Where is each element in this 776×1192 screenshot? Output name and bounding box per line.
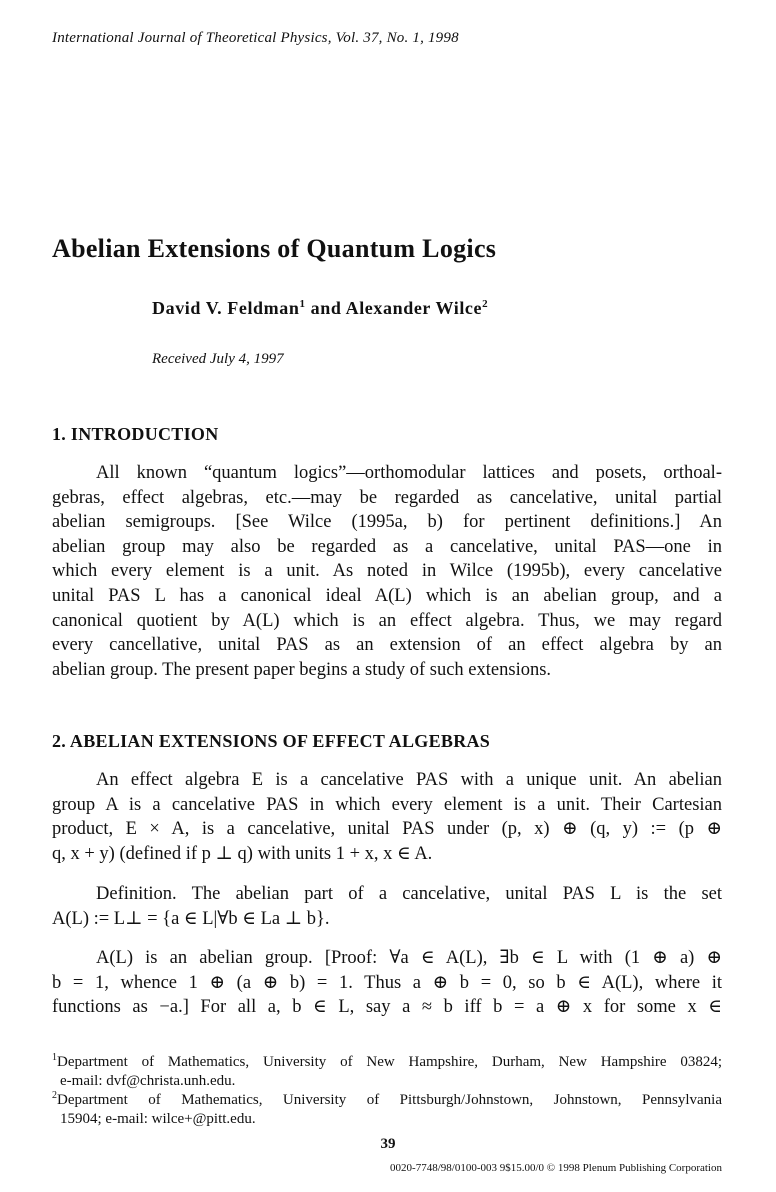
footnote-mark-1: 1	[299, 298, 306, 310]
abelian-group-paragraph	[52, 946, 722, 1020]
text-line: q, x + y) (defined if p ⊥ q) with units 1 + x, x ∈ A.	[52, 843, 433, 864]
text-line: All known “quantum logics”—orthomodular lattices and posets, orthoal-	[96, 463, 722, 483]
effect-algebra-paragraph	[52, 768, 722, 866]
footnote-1	[52, 1048, 722, 1091]
text-line: unital PAS L has a canonical ideal A(L) which is an abelian group, and a	[52, 585, 722, 606]
text-line: which every element is a unit. As noted in Wilce (1995b), every cancelative	[52, 561, 722, 582]
footnote-marker: 2	[52, 1090, 57, 1101]
article-title: Abelian Extensions of Quantum Logics	[52, 234, 497, 263]
text-line: every cancellative, unital PAS as an extension of an effect algebra by an	[52, 635, 722, 656]
text-line: product, E × A, is a cancelative, unital PAS under (p, x) ⊕ (q, y) := (p ⊕	[52, 819, 722, 840]
footnote-marker: 1	[52, 1052, 57, 1063]
text-line: canonical quotient by A(L) which is an effect algebra. Thus, we may regard	[52, 610, 722, 631]
page-number: 39	[380, 1136, 396, 1152]
text-line: functions as −a.] For all a, b ∈ L, say a ≈ b iff b = a ⊕ x for some x ∈	[52, 997, 722, 1018]
introduction-paragraph	[52, 461, 722, 682]
section-2-heading: 2. ABELIAN EXTENSIONS OF EFFECT ALGEBRAS	[52, 731, 491, 751]
text-line: An effect algebra E is a cancelative PAS with a unique unit. An abelian	[96, 770, 722, 790]
section-1-heading: 1. INTRODUCTION	[52, 424, 219, 444]
author-2: Alexander Wilce	[345, 298, 483, 318]
received-date: Received July 4, 1997	[152, 351, 284, 367]
author-line	[152, 298, 488, 319]
copyright-notice: 0020-7748/98/0100-003 9$15.00/0 © 1998 Plenum Publishing Corporation	[390, 1162, 722, 1174]
footnote-text: Department of Mathematics, University of Pittsburgh/Johnstown, Johnstown, Pennsylvania	[57, 1092, 722, 1108]
text-line: abelian group. The present paper begins a study of such extensions.	[52, 659, 552, 680]
footnote-2	[52, 1086, 722, 1129]
footnote-text: 15904; e-mail: wilce+@pitt.edu.	[60, 1111, 256, 1127]
text-line: abelian semigroups. [See Wilce (1995a, b) for pertinent definitions.] An	[52, 512, 722, 533]
author-separator: and	[305, 298, 346, 318]
author-1: David V. Feldman	[152, 298, 300, 318]
text-line: group A is a cancelative PAS in which every element is a unit. Their Cartesian	[52, 794, 722, 815]
journal-header: International Journal of Theoretical Physics, Vol. 37, No. 1, 1998	[52, 30, 459, 46]
text-line: gebras, effect algebras, etc.—may be regarded as cancelative, unital partial	[52, 487, 722, 508]
text-line: abelian group may also be regarded as a cancelative, unital PAS—one in	[52, 536, 722, 557]
footnote-text: e-mail: dvf@christa.unh.edu.	[60, 1073, 236, 1089]
footnote-line	[52, 1086, 722, 1110]
footnote-mark-2: 2	[482, 298, 489, 310]
definition-paragraph	[52, 882, 722, 931]
text-line: A(L) is an abelian group. [Proof: ∀a ∈ A(L), ∃b ∈ L with (1 ⊕ a) ⊕	[96, 948, 722, 968]
text-line: A(L) := L⊥ = {a ∈ L|∀b ∈ La ⊥ b}.	[52, 908, 330, 929]
text-line: b = 1, whence 1 ⊕ (a ⊕ b) = 1. Thus a ⊕ b = 0, so b ∈ A(L), where it	[52, 972, 722, 993]
text-line: Definition. The abelian part of a cancelative, unital PAS L is the set	[96, 884, 722, 904]
footnote-line	[52, 1048, 722, 1072]
footnote-text: Department of Mathematics, University of New Hampshire, Durham, New Hampshire 03824;	[57, 1054, 722, 1070]
